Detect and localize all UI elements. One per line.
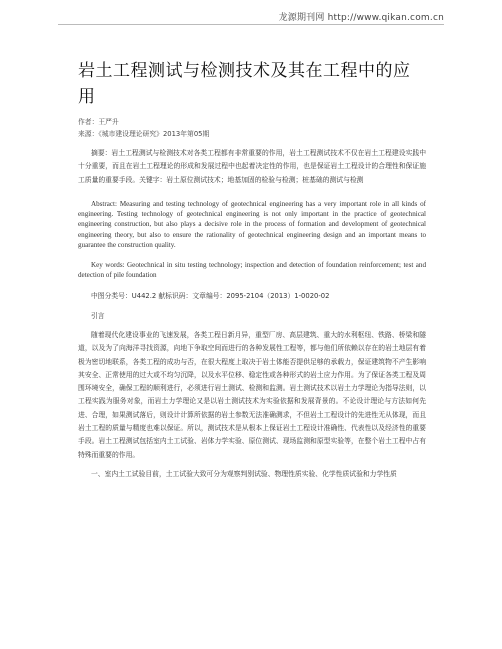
intro-heading: 引言 — [91, 311, 105, 320]
intro-paragraph: 随着现代化建设事业的飞速发展，各类工程日新月异，重型厂房、高层建筑、重大的水利枢纽、铁路、桥梁和隧道，以及为了向海洋寻找资源，向地下争取空间而进行的各种发展性工程等，都与他们所依赖以存在的岩土地层有着极为密切地联系，各类工程的成功与否，在很大程度上取决于岩土体能否提供足够的承载力，保证建筑物不产生影响其安全、正常使用的过大或不均匀沉降，以及水平位移、稳定性或各种形式的岩土应力作用。为了保证各类工程及周围环境安全，确保工程的顺利进行，必须进行岩土测试、检测和监测。岩土测试技术以岩土力学理论为指导法则，以工程实践为服务对象，而岩土力学理论又是以岩土测试技术为实验依据和发展背景的。不论设计理论与方法如何先进、合理，如果测试落后，则设计计算所依据的岩土参数无法准确测求，不但岩土工程设计的先进性无从体现，而且岩土工程的质量与精度也难以保证。所以，测试技术是从根本上保证岩土工程设计准确性、代表性以及经济性的重要手段。岩土工程测试包括室内土工试验、岩体力学实验、原位测试、现场监测和原型实验等，在整个岩土工程中占有特殊而重要的作用。 — [78, 330, 426, 459]
header-divider — [58, 24, 444, 25]
article-title: 岩土工程测试与检测技术及其在工程中的应用 — [78, 61, 411, 107]
abstract-english: Abstract: Measuring and testing technology of geotechnical engineering has a very important role in all kinds of engineering. Testing technology of geotechnical engineering is not only important in the practice of geotechnical engineering construction, but also plays a decisive role in the process of formation and development of geotechnical engineering theory, but also to ensure the rationality of geotechnical engineering design and an important means to guarantee the construction quality. — [78, 199, 426, 249]
article-content — [78, 58, 426, 481]
keywords-english: Key words: Geotechnical in situ testing technology; inspection and detection of foundation reinforcement; test and detection of pile foundation — [78, 260, 426, 280]
classification-info: 中图分类号：U442.2 献标识码：文章编号：2095-2104（2013）1-0020-02 — [91, 292, 330, 301]
section-one-paragraph: 一、室内土工试验目前，土工试验大致可分为观察判别试验、物理性质实验、化学性质试验和力学性质 — [91, 469, 397, 478]
header-site-url: 龙源期刊网 http://www.qikan.com.cn — [278, 13, 444, 23]
abstract-chinese: 摘要：岩土工程测试与检测技术对各类工程都有非常重要的作用，岩土工程测试技术不仅在岩土工程建设实践中十分重要，而且在岩土工程理论的形成和发展过程中也起着决定性的作用，也是保证岩土工程设计的合理性和保证施工质量的重要手段。关键字：岩土原位测试技术；地基加固的检验与检测；桩基础的测试与检测 — [78, 149, 426, 184]
article-author: 作者：王严升 — [78, 118, 119, 126]
article-source: 来源：《城市建设理论研究》2013年第05期 — [78, 130, 210, 138]
